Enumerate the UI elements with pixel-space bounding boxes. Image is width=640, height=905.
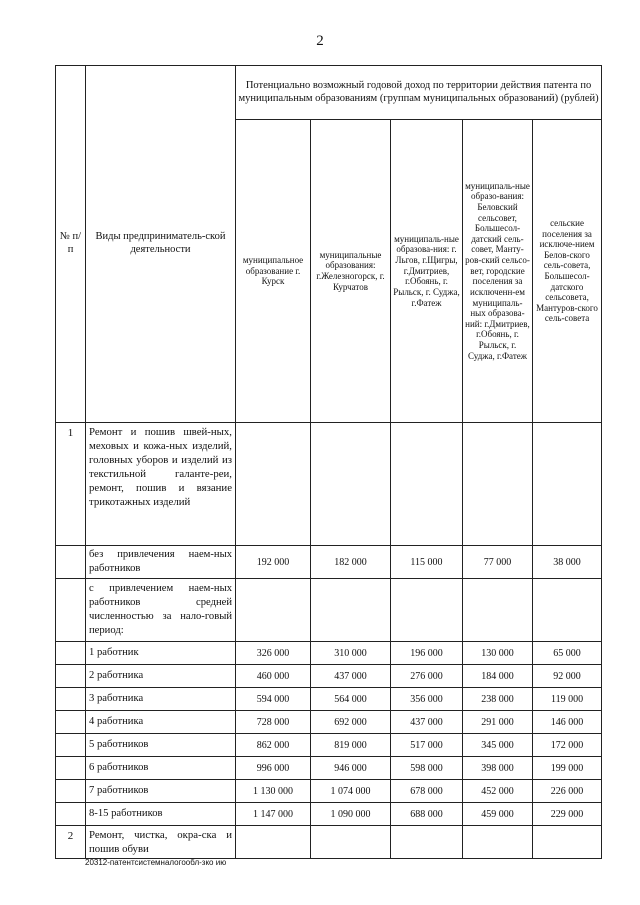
with-workers-label: с привлечением наем-ных работников средней численностью за нало-говый период:: [86, 579, 236, 642]
value-cell: 517 000: [391, 734, 463, 757]
worker-row-label: 7 работников: [86, 780, 236, 803]
value-cell: 238 000: [463, 688, 533, 711]
value-cell: 437 000: [311, 665, 391, 688]
worker-row: [56, 734, 602, 757]
with-workers-row: [56, 579, 602, 642]
worker-row: [56, 711, 602, 734]
category-row: [56, 423, 602, 546]
value-cell: 437 000: [391, 711, 463, 734]
worker-row-label: 3 работника: [86, 688, 236, 711]
header-col-lgov: муниципаль-ные образова-ния: г. Льгов, г.Щигры, г.Дмитриев, г.Обоянь, г. Рыльск, г. Суджа, г.Фатеж: [391, 120, 463, 423]
value-cell: 310 000: [311, 642, 391, 665]
value-cell: 356 000: [391, 688, 463, 711]
worker-row-label: 1 работник: [86, 642, 236, 665]
value-cell: 678 000: [391, 780, 463, 803]
value-cell: 192 000: [236, 546, 311, 579]
value-cell: 184 000: [463, 665, 533, 688]
value-cell: 199 000: [533, 757, 602, 780]
value-cell: 229 000: [533, 803, 602, 826]
worker-row: [56, 642, 602, 665]
value-cell: 398 000: [463, 757, 533, 780]
worker-row-label: 2 работника: [86, 665, 236, 688]
value-cell: 459 000: [463, 803, 533, 826]
footer-filename: 20312-патентсистемналогообл-зко ию: [85, 858, 227, 867]
header-col-zheleznogorsk: муниципальные образования: г.Железногорск, г. Курчатов: [311, 120, 391, 423]
worker-row: [56, 665, 602, 688]
value-cell: 276 000: [391, 665, 463, 688]
value-cell: 1 130 000: [236, 780, 311, 803]
value-cell: 1 090 000: [311, 803, 391, 826]
category-row: [56, 826, 602, 859]
value-cell: 862 000: [236, 734, 311, 757]
worker-row-label: 8-15 работников: [86, 803, 236, 826]
value-cell: 92 000: [533, 665, 602, 688]
header-col-rural: сельские поселения за исключе-нием Белов-ского сель-совета, Большесол-датского сельсовета, Мантуров-ского сель-совета: [533, 120, 602, 423]
category-title: Ремонт, чистка, окра-ска и пошив обуви: [86, 826, 236, 859]
category-num: 2: [56, 826, 86, 859]
no-workers-label: без привлечения наем-ных работников: [86, 546, 236, 579]
page-number: 2: [316, 33, 324, 49]
value-cell: 345 000: [463, 734, 533, 757]
worker-row: [56, 803, 602, 826]
value-cell: 688 000: [391, 803, 463, 826]
category-title: Ремонт и пошив швей-ных, меховых и кожа-ных изделий, головных уборов и изделий из текстильной галанте-реи, ремонт, пошив и вязание трикотажных изделий: [86, 423, 236, 546]
worker-row-label: 5 работников: [86, 734, 236, 757]
value-cell: 564 000: [311, 688, 391, 711]
value-cell: 130 000: [463, 642, 533, 665]
value-cell: 226 000: [533, 780, 602, 803]
value-cell: 594 000: [236, 688, 311, 711]
value-cell: 452 000: [463, 780, 533, 803]
value-cell: 819 000: [311, 734, 391, 757]
value-cell: 598 000: [391, 757, 463, 780]
value-cell: 460 000: [236, 665, 311, 688]
worker-row-label: 4 работника: [86, 711, 236, 734]
category-num: 1: [56, 423, 86, 546]
header-row: [56, 66, 602, 120]
value-cell: 146 000: [533, 711, 602, 734]
value-cell: 182 000: [311, 546, 391, 579]
value-cell: 119 000: [533, 688, 602, 711]
header-col-belovsky: муниципаль-ные образо-вания: Беловский сельсовет, Большесол-датский сель-совет, Манту-ров-ский сельсо-вет, городские поселения за исключенн-ем муниципаль-ных образова-ний: г.Дмитриев, г.Обоянь, г. Рыльск, г. Суджа, г.Фатеж: [463, 120, 533, 423]
header-main: Потенциально возможный годовой доход по территории действия патента по муниципальным образованиям (группам муниципальных образований) (рублей): [236, 66, 602, 120]
value-cell: 1 074 000: [311, 780, 391, 803]
value-cell: 65 000: [533, 642, 602, 665]
worker-row: [56, 757, 602, 780]
value-cell: 77 000: [463, 546, 533, 579]
no-workers-row: [56, 546, 602, 579]
value-cell: 326 000: [236, 642, 311, 665]
income-table: [55, 65, 602, 859]
worker-row: [56, 780, 602, 803]
header-activity: Виды предприниматель-ской деятельности: [86, 66, 236, 423]
value-cell: 1 147 000: [236, 803, 311, 826]
value-cell: 291 000: [463, 711, 533, 734]
value-cell: 172 000: [533, 734, 602, 757]
worker-row-label: 6 работников: [86, 757, 236, 780]
value-cell: 728 000: [236, 711, 311, 734]
value-cell: 115 000: [391, 546, 463, 579]
value-cell: 196 000: [391, 642, 463, 665]
value-cell: 996 000: [236, 757, 311, 780]
header-col-kursk: муниципальное образование г. Курск: [236, 120, 311, 423]
value-cell: 38 000: [533, 546, 602, 579]
worker-row: [56, 688, 602, 711]
value-cell: 692 000: [311, 711, 391, 734]
value-cell: 946 000: [311, 757, 391, 780]
header-num: № п/п: [56, 66, 86, 423]
